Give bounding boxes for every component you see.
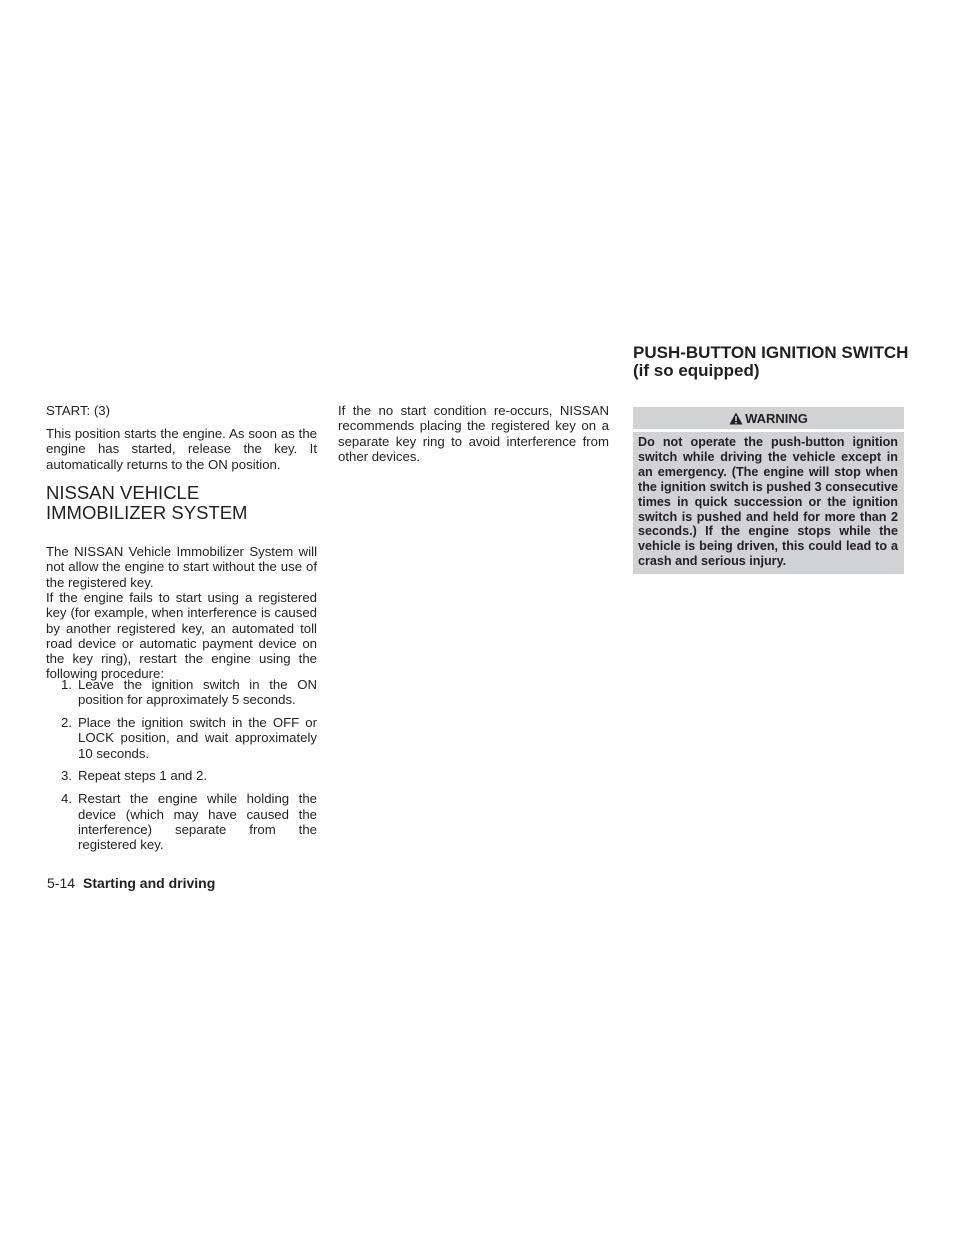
page-footer: [47, 875, 215, 891]
warning-title: WARNING: [745, 410, 808, 426]
step-number: 4.: [61, 791, 72, 807]
warning-text: Do not operate the push-button ignition switch while driving the vehicle except in an emergency. (The engine will stop when the ignition switch is pushed 3 consecutive times in quick succession or the ignition switch is pushed and held for more than 2 seconds.) If the engine stops while the vehicle is being driven, this could lead to a crash and serious injury.: [633, 432, 904, 574]
procedure-step: [46, 715, 317, 761]
step-number: 1.: [61, 677, 72, 692]
start-position-paragraph: This position starts the engine. As soon as the engine has started, release the key. It automatically returns to the ON position.: [46, 426, 317, 472]
start-position-label: START: (3): [46, 403, 110, 418]
push-button-ignition-heading: PUSH-BUTTON IGNITION SWITCH (if so equipped): [633, 343, 909, 380]
warning-triangle-icon: [729, 412, 743, 425]
immobilizer-heading: NISSAN VEHICLE IMMOBILIZER SYSTEM: [46, 482, 248, 523]
page-number: 5-14: [47, 875, 76, 891]
immobilizer-paragraph-1: The NISSAN Vehicle Immobilizer System will not allow the engine to start without the use of the registered key.: [46, 544, 317, 590]
procedure-step: [46, 677, 317, 708]
restart-procedure-list: [46, 677, 317, 860]
step-text: Leave the ignition switch in the ON position for approximately 5 seconds.: [78, 677, 317, 708]
procedure-step: [46, 791, 317, 852]
step-number: 2.: [61, 715, 72, 731]
step-number: 3.: [61, 768, 72, 784]
warning-header: [633, 407, 904, 429]
step-text: Place the ignition switch in the OFF or LOCK position, and wait approximately 10 seconds.: [78, 715, 317, 761]
chapter-title: Starting and driving: [83, 875, 216, 891]
no-start-paragraph: If the no start condition re-occurs, NISSAN recommends placing the registered key on a separate key ring to avoid interference from other devices.: [338, 403, 609, 464]
warning-box: [633, 407, 904, 574]
procedure-step: [46, 768, 317, 783]
step-text: Restart the engine while holding the device (which may have caused the interference) separate from the registered key.: [78, 791, 317, 853]
step-text: Repeat steps 1 and 2.: [78, 768, 208, 784]
immobilizer-paragraph-2: If the engine fails to start using a registered key (for example, when interference is caused by another registered key, an automated toll road device or automatic payment device on the key ring), restart the engine using the following procedure:: [46, 590, 317, 682]
